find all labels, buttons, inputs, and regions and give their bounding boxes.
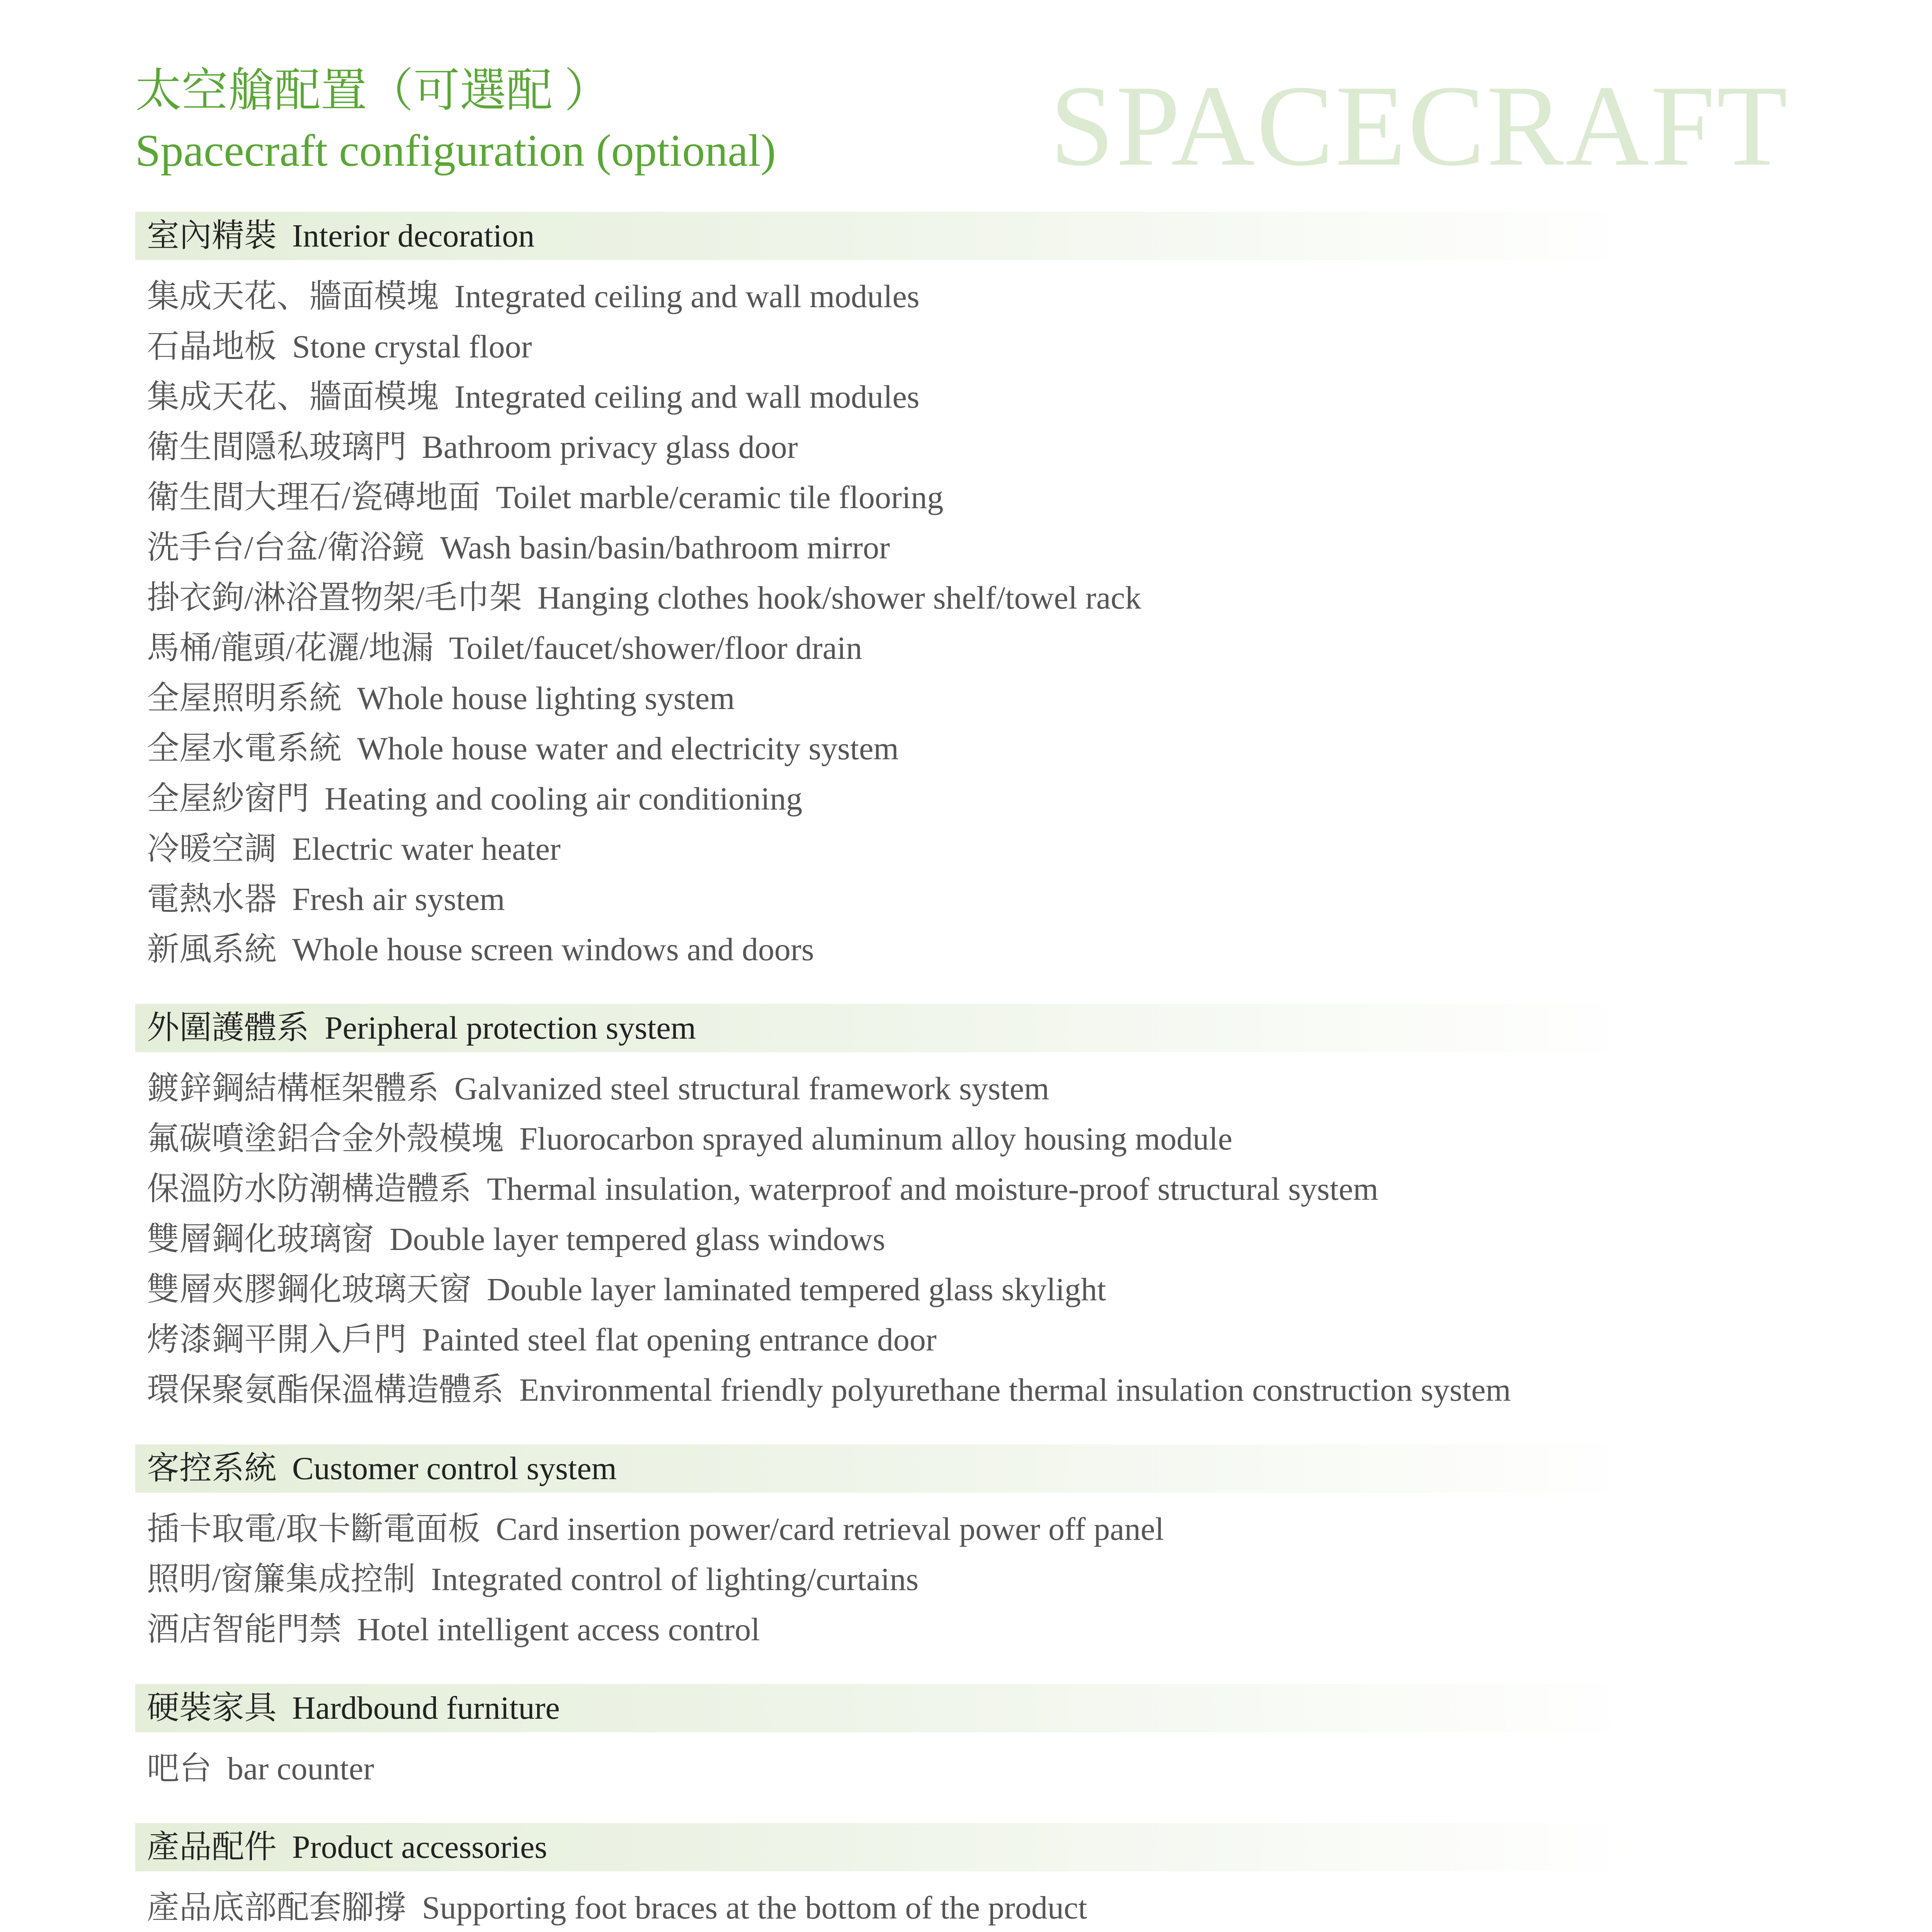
item-label-english: Whole house screen windows and doors <box>292 932 814 968</box>
item-label-chinese: 馬桶/龍頭/花灑/地漏 <box>147 630 434 666</box>
section-title-english: Peripheral protection system <box>325 1010 696 1046</box>
list-item <box>135 774 1634 824</box>
list-item <box>135 573 1634 623</box>
item-label-english: Hotel intelligent access control <box>357 1612 760 1648</box>
config-section <box>135 1004 1634 1415</box>
list-item <box>135 1315 1634 1365</box>
item-label-english: Whole house water and electricity system <box>357 731 899 767</box>
section-title-english: Interior decoration <box>292 218 535 254</box>
item-label-chinese: 保溫防水防潮構造體系 <box>147 1171 472 1207</box>
item-label-english: bar counter <box>227 1751 374 1787</box>
section-header <box>135 212 1634 260</box>
item-label-english: Card insertion power/card retrieval power off panel <box>496 1511 1164 1547</box>
list-item <box>135 623 1634 673</box>
item-label-english: Supporting foot braces at the bottom of the product <box>422 1890 1087 1926</box>
section-title-chinese: 室內精裝 <box>147 218 277 254</box>
item-label-english: Fluorocarbon sprayed aluminum alloy housing module <box>519 1121 1233 1157</box>
item-label-chinese: 衛生間大理石/瓷磚地面 <box>147 480 481 515</box>
item-label-english: Wash basin/basin/bathroom mirror <box>440 530 890 566</box>
item-label-english: Double layer laminated tempered glass skylight <box>487 1272 1106 1308</box>
item-label-chinese: 全屋紗窗門 <box>147 781 310 817</box>
item-label-chinese: 集成天花、牆面模塊 <box>147 279 439 315</box>
item-label-chinese: 集成天花、牆面模塊 <box>147 379 439 415</box>
section-title-english: Product accessories <box>292 1829 548 1865</box>
item-label-chinese: 吧台 <box>147 1751 212 1787</box>
item-label-english: Double layer tempered glass windows <box>389 1221 886 1257</box>
item-label-english: Integrated control of lighting/curtains <box>431 1561 919 1597</box>
list-item <box>135 925 1634 975</box>
list-item <box>135 1504 1634 1554</box>
list-item <box>135 1554 1634 1605</box>
item-label-english: Toilet/faucet/shower/floor drain <box>449 630 862 666</box>
list-item <box>135 1114 1634 1164</box>
list-item <box>135 1265 1634 1315</box>
section-header <box>135 1684 1634 1732</box>
list-item <box>135 724 1634 774</box>
section-title-chinese: 硬裝家具 <box>147 1690 277 1726</box>
list-item <box>135 824 1634 874</box>
item-label-english: Thermal insulation, waterproof and moisture-proof structural system <box>487 1171 1379 1207</box>
page-title-english: Spacecraft configuration (optional) <box>135 125 776 176</box>
list-item <box>135 422 1634 473</box>
item-label-english: Fresh air system <box>292 881 505 917</box>
item-label-english: Hanging clothes hook/shower shelf/towel rack <box>537 580 1141 616</box>
item-label-chinese: 石晶地板 <box>147 329 277 365</box>
item-label-chinese: 雙層鋼化玻璃窗 <box>147 1221 374 1257</box>
item-label-chinese: 照明/窗簾集成控制 <box>147 1561 416 1597</box>
item-label-chinese: 環保聚氨酯保溫構造體系 <box>147 1372 504 1408</box>
section-header <box>135 1004 1634 1052</box>
list-item <box>135 372 1634 422</box>
item-label-english: Stone crystal floor <box>292 329 532 365</box>
page-title-chinese: 太空艙配置（可選配 ） <box>135 65 611 116</box>
list-item <box>135 874 1634 925</box>
item-label-chinese: 鍍鋅鋼結構框架體系 <box>147 1071 439 1107</box>
list-item <box>135 1744 1634 1794</box>
item-label-chinese: 冷暖空調 <box>147 831 277 867</box>
item-label-chinese: 洗手台/台盆/衛浴鏡 <box>147 530 425 566</box>
list-item <box>135 1164 1634 1214</box>
section-title-english: Customer control system <box>292 1451 617 1486</box>
section-title-chinese: 產品配件 <box>147 1829 277 1865</box>
item-label-chinese: 全屋照明系統 <box>147 680 342 716</box>
item-label-chinese: 掛衣鉤/淋浴置物架/毛巾架 <box>147 580 522 616</box>
config-section <box>135 1823 1634 1932</box>
list-item <box>135 322 1634 372</box>
item-label-english: Integrated ceiling and wall modules <box>454 379 920 415</box>
section-title-chinese: 外圍護體系 <box>147 1010 310 1046</box>
list-item <box>135 673 1634 724</box>
item-label-english: Integrated ceiling and wall modules <box>454 279 920 315</box>
config-section <box>135 212 1634 975</box>
item-label-chinese: 產品底部配套腳撐 <box>147 1890 407 1926</box>
item-label-english: Whole house lighting system <box>357 680 735 716</box>
list-item <box>135 1883 1634 1932</box>
list-item <box>135 1365 1634 1415</box>
item-label-chinese: 新風系統 <box>147 932 277 968</box>
item-label-english: Environmental friendly polyurethane thermal insulation construction system <box>519 1372 1511 1408</box>
item-label-english: Heating and cooling air conditioning <box>325 781 803 817</box>
spacecraft-watermark: SPACECRAFT <box>1049 61 1789 190</box>
item-label-chinese: 電熱水器 <box>147 881 277 917</box>
item-label-chinese: 全屋水電系統 <box>147 731 342 767</box>
config-section <box>135 1684 1634 1794</box>
section-title-chinese: 客控系統 <box>147 1451 277 1486</box>
section-title-english: Hardbound furniture <box>292 1690 560 1726</box>
section-header <box>135 1823 1634 1871</box>
item-label-english: Galvanized steel structural framework system <box>454 1071 1049 1107</box>
configuration-sections <box>135 212 1634 1932</box>
list-item <box>135 272 1634 322</box>
item-label-english: Electric water heater <box>292 831 561 867</box>
item-label-chinese: 氟碳噴塗鋁合金外殼模塊 <box>147 1121 504 1157</box>
item-label-chinese: 烤漆鋼平開入戶門 <box>147 1322 407 1358</box>
item-label-english: Toilet marble/ceramic tile flooring <box>496 480 944 515</box>
item-label-english: Painted steel flat opening entrance door <box>422 1322 937 1358</box>
item-label-english: Bathroom privacy glass door <box>422 429 798 465</box>
list-item <box>135 1064 1634 1114</box>
item-label-chinese: 衛生間隱私玻璃門 <box>147 429 407 465</box>
list-item <box>135 1605 1634 1655</box>
list-item <box>135 523 1634 573</box>
config-section <box>135 1444 1634 1655</box>
item-label-chinese: 雙層夾膠鋼化玻璃天窗 <box>147 1272 472 1308</box>
item-label-chinese: 酒店智能門禁 <box>147 1612 342 1648</box>
section-header <box>135 1444 1634 1493</box>
list-item <box>135 1214 1634 1265</box>
item-label-chinese: 插卡取電/取卡斷電面板 <box>147 1511 481 1547</box>
list-item <box>135 473 1634 523</box>
